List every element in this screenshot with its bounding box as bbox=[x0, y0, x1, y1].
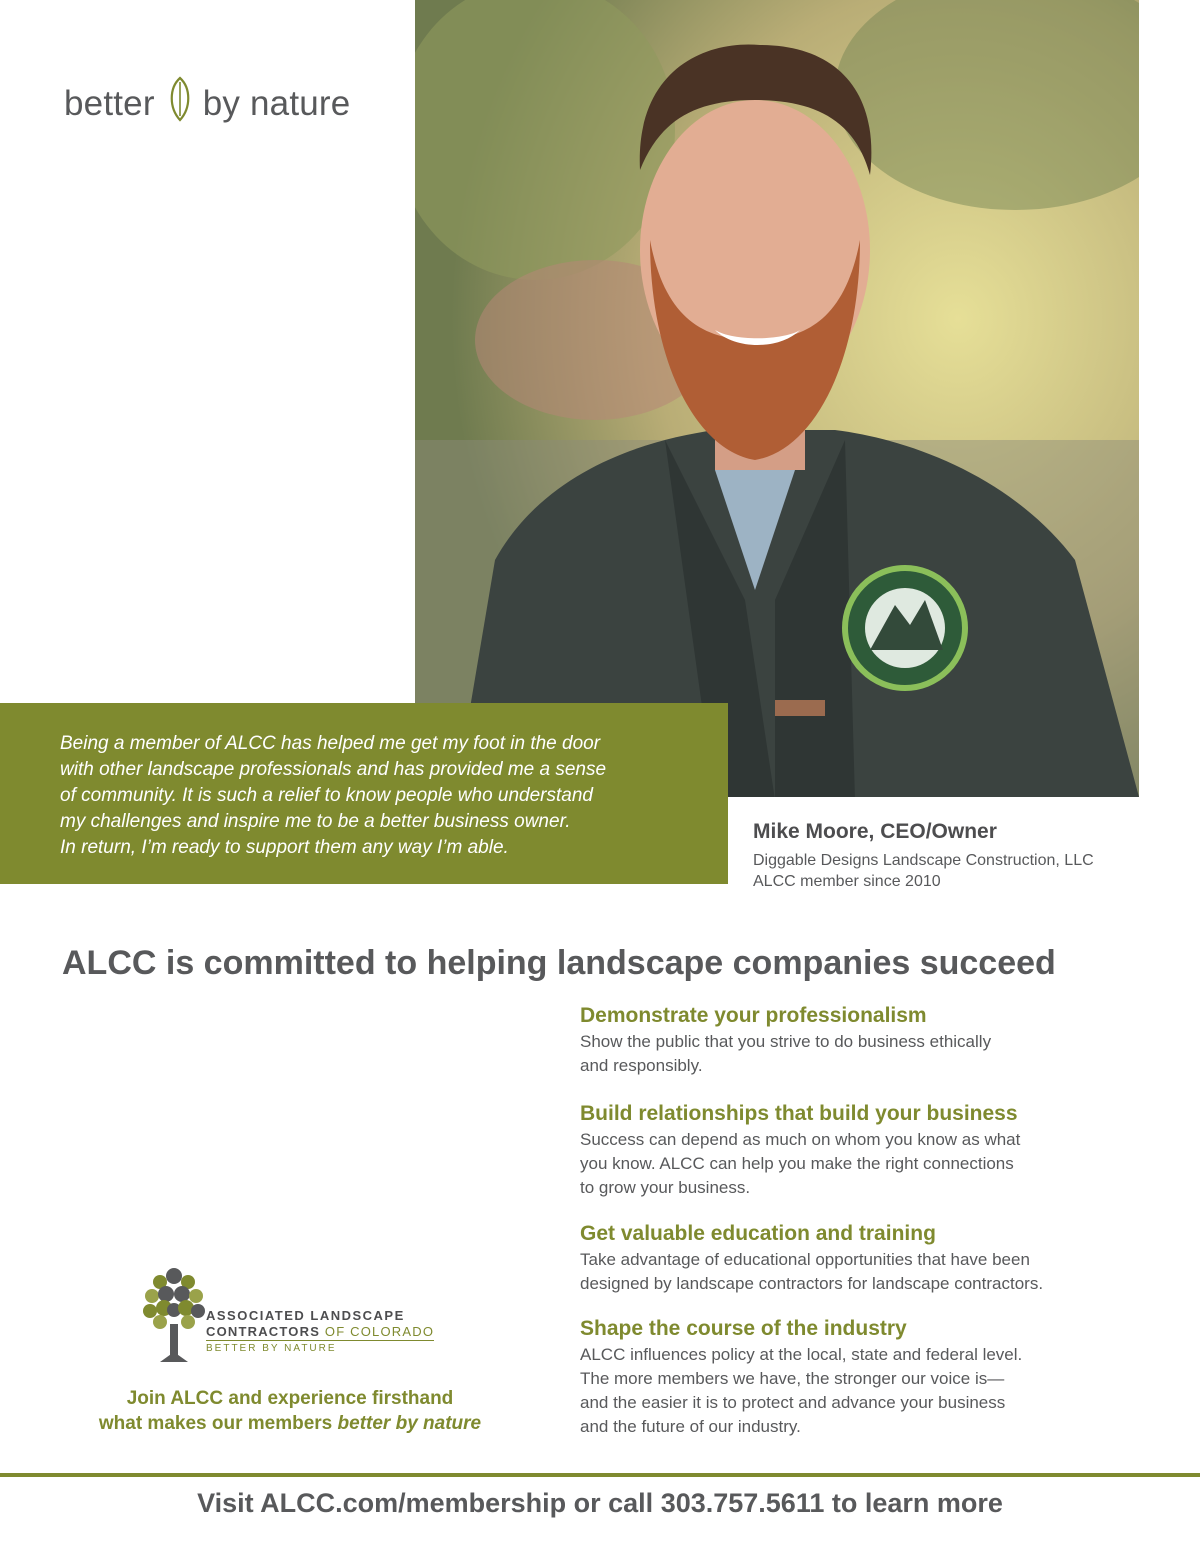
join-line-1: Join ALCC and experience firsthand bbox=[126, 1388, 454, 1409]
benefit-line: to grow your business. bbox=[580, 1178, 751, 1197]
footer-cta: Visit ALCC.com/membership or call 303.757.5611 to learn more bbox=[197, 1488, 1003, 1518]
benefit-line: Show the public that you strive to do business ethically bbox=[580, 1032, 992, 1051]
benefit-line: you know. ALCC can help you make the right connections bbox=[580, 1154, 1014, 1173]
benefit-line: ALCC influences policy at the local, state and federal level. bbox=[580, 1345, 1023, 1364]
attribution-company: Diggable Designs Landscape Construction, LLC bbox=[753, 852, 1094, 869]
testimonial-quote bbox=[60, 731, 710, 861]
quote-line: Being a member of ALCC has helped me get my foot in the door bbox=[60, 733, 601, 754]
logo-line-1: ASSOCIATED LANDSCAPE bbox=[206, 1308, 405, 1323]
join-line-2-text: what makes our members bbox=[98, 1413, 333, 1434]
logo-line-2a: CONTRACTORS bbox=[206, 1324, 321, 1339]
attribution-name: Mike Moore, CEO/Owner bbox=[753, 820, 997, 843]
testimonial-quote-box bbox=[0, 703, 728, 884]
attribution bbox=[753, 820, 1094, 892]
benefit-item bbox=[580, 1220, 1180, 1296]
tagline-left: better bbox=[64, 83, 155, 123]
page-headline: ALCC is committed to helping landscape companies succeed bbox=[62, 944, 1056, 982]
quote-line: my challenges and inspire me to be a better business owner. bbox=[60, 811, 571, 832]
join-line-2 bbox=[60, 1411, 520, 1436]
logo-line-2 bbox=[206, 1324, 434, 1341]
join-callout bbox=[60, 1386, 520, 1436]
benefits-list bbox=[580, 1002, 1180, 1439]
benefit-item bbox=[580, 1100, 1180, 1200]
benefit-line: and the easier it is to protect and advance your business bbox=[580, 1393, 1006, 1412]
benefit-line: The more members we have, the stronger our voice is— bbox=[580, 1369, 1005, 1388]
benefit-body bbox=[580, 1030, 1180, 1078]
alcc-logo bbox=[142, 1266, 462, 1366]
tagline-right: by nature bbox=[202, 83, 351, 123]
benefit-title: Get valuable education and training bbox=[580, 1222, 936, 1245]
benefit-line: and the future of our industry. bbox=[580, 1417, 801, 1436]
benefit-body bbox=[580, 1128, 1180, 1200]
benefit-item bbox=[580, 1315, 1180, 1439]
benefit-body bbox=[580, 1343, 1180, 1439]
quote-line: In return, I’m ready to support them any way I’m able. bbox=[60, 837, 509, 858]
benefit-item bbox=[580, 1002, 1180, 1078]
quote-line: of community. It is such a relief to know people who understand bbox=[60, 785, 593, 806]
tree-icon bbox=[142, 1266, 206, 1364]
leaf-icon bbox=[169, 76, 191, 131]
benefit-body bbox=[580, 1248, 1180, 1296]
benefit-title: Shape the course of the industry bbox=[580, 1317, 907, 1340]
join-line-2-emphasis: better by nature bbox=[337, 1413, 482, 1434]
benefit-title: Demonstrate your professionalism bbox=[580, 1004, 927, 1027]
portrait-photo bbox=[415, 0, 1139, 797]
attribution-since: ALCC member since 2010 bbox=[753, 873, 941, 890]
benefit-line: and responsibly. bbox=[580, 1056, 703, 1075]
tagline bbox=[64, 76, 350, 131]
logo-wordmark bbox=[206, 1308, 434, 1354]
quote-line: with other landscape professionals and has provided me a sense bbox=[60, 759, 607, 780]
benefit-line: designed by landscape contractors for landscape contractors. bbox=[580, 1274, 1044, 1293]
benefit-title: Build relationships that build your business bbox=[580, 1102, 1018, 1125]
logo-line-2b: OF COLORADO bbox=[324, 1324, 435, 1339]
benefit-line: Take advantage of educational opportunities that have been bbox=[580, 1250, 1030, 1269]
logo-line-3: BETTER BY NATURE bbox=[206, 1343, 337, 1354]
benefit-line: Success can depend as much on whom you know as what bbox=[580, 1130, 1021, 1149]
footer-divider bbox=[0, 1473, 1200, 1477]
